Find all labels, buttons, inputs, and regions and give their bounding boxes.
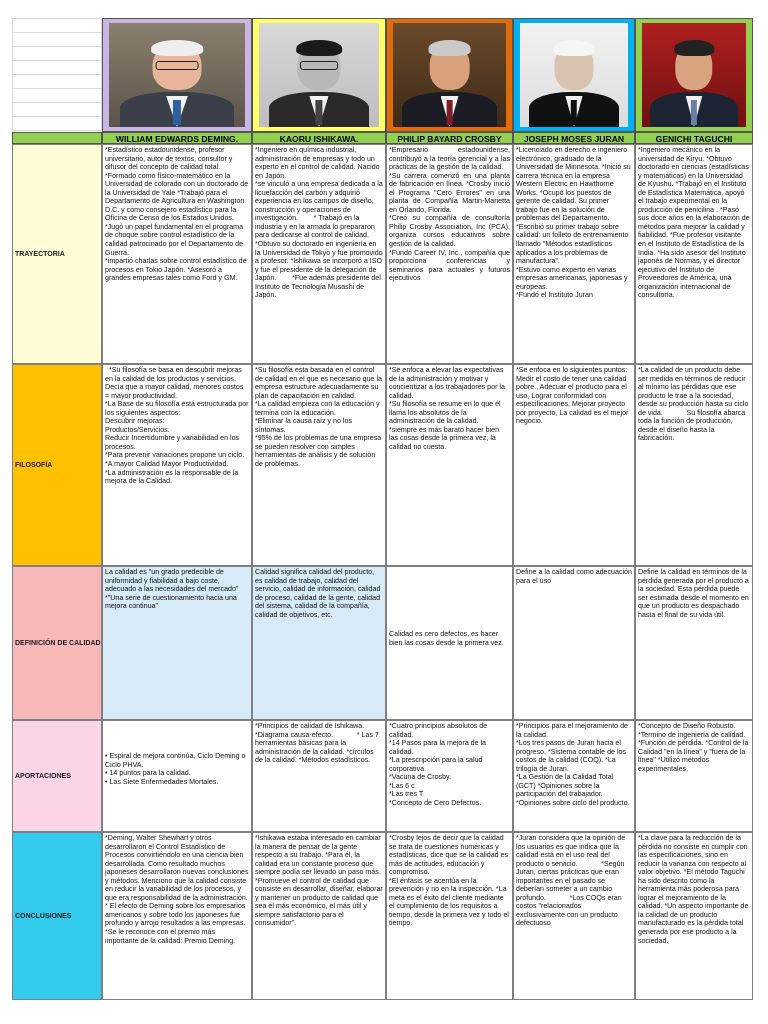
cell-text: *Concepto de Diseño Robusto. *Termino de ingeniería de calidad. *Función de pérdida. *Control de la Calidad "en la línea" y "fuera de la línea" *Utilizó métodos experimentales. (638, 722, 751, 773)
cell-text: *Ingeniero mecánico en la universidad de Kiryu. *Obtuvo doctorado en ciencias (estadísticas y matemáticas) en la Universidad de Kyushu. *Trabajó en el Instituto de Estadística Matemática, apoyó el trabajo experimental en la producción de penicilina . *Pasó sus doce años en la elaboración de métodos para mejorar la calidad y fiabilidad. *Fue profesor visitante en el Instituto de Estadística de la India. *Ha sido asesor del Instituto japonés de Normas, y el director ejecutivo del Instituto de Proveedores de América, una organización internacional de consultoría. (638, 146, 752, 300)
cell-definicion-crosby (386, 566, 513, 720)
cell-text: *Cuatro principios absolutos de calidad. *14 Pasos para la mejora de la calidad. *La prescripción para la salud corporativa. *Vacuna de Crosby. *Las 6 c *Las tres T *Concepto de Cero Defectos. (389, 722, 488, 807)
row-label-aportaciones: APORTACIONES (12, 720, 102, 832)
cell-aportaciones-deming (102, 720, 252, 832)
row-label-filosofia: FILOSOFÍA (12, 364, 102, 566)
cell-aportaciones-taguchi (635, 720, 753, 832)
cell-text: *Principios para el mejoramiento de la calidad. *Los tres pasos de Juran hacia el progreso. *Sistema contable de los costos de la calidad (COQ). *La trilogía de Juran. *La Gestión de la Calidad Total (GCT) *Opiniones sobre la participación del trabajador. *Opiniones sobre ciclo del producto. (516, 722, 630, 807)
cell-conclusiones-crosby (386, 832, 513, 1000)
cell-trayectoria-crosby (386, 144, 513, 364)
header-name-taguchi: GENICHI TAGUCHI (635, 132, 753, 144)
gridline (12, 18, 13, 132)
cell-text: *La calidad de un producto debe ser medida en términos de reducir al mínimo las pérdidas que ese producto le trae a la sociedad, desde su producción hasta su ciclo de vida. Su filosofía abarca toda la función de producción, desde el diseño hasta la fabricación. (638, 366, 751, 443)
cell-conclusiones-deming (102, 832, 252, 1000)
cell-conclusiones-juran (513, 832, 635, 1000)
cell-definicion-juran (513, 566, 635, 720)
cell-text: La calidad es "un grado predecible de uniformidad y fiabilidad a bajo coste, adecuado a las necesidades del mercado" *"Una serie de cuestionamiento hacia una mejora continua" (105, 568, 239, 611)
row-label-conclusiones: CONCLUSIONES (12, 832, 102, 1000)
cell-filosofia-ishikawa (252, 364, 386, 566)
photo-cell-taguchi (635, 18, 753, 132)
gridline (12, 46, 102, 47)
header-name-crosby: PHILIP BAYARD CROSBY (386, 132, 513, 144)
cell-aportaciones-ishikawa (252, 720, 386, 832)
portrait-crosby-photo (393, 23, 506, 127)
portrait-taguchi-photo (642, 23, 746, 127)
cell-text: *Empresario estadounidense, contribuyó a la teoría gerencial y a las prácticas de la gestión de la calidad. *Su carrera comenzó en una planta de fabricación en línea. *Crosby inició el Programa "Cero Errores" en una planta de Compañía Martin-Marietta en Orlando, Florida. *Creó su compañía de consultoría Philip Crosby Association, Inc (PCA), organiza cursos educativos sobre gestión de la calidad. *Fundó Career IV, Inc., compañía que proporciona conferencias y seminarios para actuales y futuros ejecutivos (389, 146, 510, 283)
cell-text: *Su filosofía esta basada en el control de calidad en el que es necesario que la empresa estructure adecuadamente su plan de capacitación en calidad. *La calidad empieza con la educación y termina con la educación. *Eliminar la causa raíz y no los síntomas. *95% de los problemas de una empresa se pueden resolver con simples herramientas de análisis y de solución de problemas. (255, 366, 382, 469)
cell-text: *La clave para la reducción de la pérdida no consiste en cumplir con las especificaciones, sino en reducir la varianza con respecto al valor objetivo. *El método Taguchi ha sido descrito como la herramienta más poderosa para lograr el mejoramiento de la calidad. *Un aspecto importante de la calidad de un producto manufacturado es la pérdida total generada por ese producto a la sociedad. (638, 834, 751, 945)
portrait-ishikawa-photo (259, 23, 379, 127)
cell-text: • Espiral de mejora continúa, Ciclo Deming o Ciclo PHVA. • 14 puntos para la calidad. • Las Siete Enfermedades Mortales. (105, 752, 246, 786)
gridline (12, 32, 102, 33)
cell-aportaciones-juran (513, 720, 635, 832)
cell-text: *Ingeniero en química industrial, administración de empresas y todo un experto en el control de calidad. Nacido en Japón. *se vinculó a una empresa dedicada a la licuefacción del carbón y adquirió experiencia en los campos de diseño, construcción y operaciones de investigación. * Trabajó en la industria y en la armada lo prepararon para dedicarse al control de calidad. *Obtuvo su doctorado en ingeniería en la Universidad de Tokyo y fue promovido a profesor. *Ishikawa se incorporó a ISO y fue el presidente de la delegación de Japón. *Fue además presidente del Instituto de Tecnología Musashi de Japón. (255, 146, 383, 300)
gridline (12, 130, 102, 131)
cell-filosofia-deming (102, 364, 252, 566)
cell-text: *Ishikawa estaba interesado en cambiar la manera de pensar de la gente respecto a su trabajo. *Para él, la calidad era un constante proceso que siempre podía ser llevado un paso más. *Promueve el control de calidad que consiste en desarrollar, diseñar, elaborar y mantener un producto de calidad que sea el más económico, el más útil y siempre satisfactorio para el consumidor". (255, 834, 385, 928)
cell-conclusiones-ishikawa (252, 832, 386, 1000)
cell-filosofia-crosby (386, 364, 513, 566)
cell-trayectoria-juran (513, 144, 635, 364)
gridline (12, 88, 102, 89)
cell-filosofia-juran (513, 364, 635, 566)
row-label-definicion: DEFINICIÓN DE CALIDAD (12, 566, 102, 720)
cell-definicion-ishikawa (252, 566, 386, 720)
cell-trayectoria-deming (102, 144, 252, 364)
cell-text: *Su filosofía se basa en descubrir mejoras en la calidad de los productos y servicios. Decía que a mayor calidad, menores costos = mayor productividad. *La Base de su filosofía está estructurada por los siguientes aspectos: Descubrir mejoras: Productos/Servicios. Reducir Incertidumbre y variabilidad en los procesos. *Para prevenir variaciones propone un ciclo. *A mayor Calidad Mayor Productividad. *La administración es la responsable de la mejora de la Calidad. (105, 366, 249, 486)
portrait-juran-photo (520, 23, 628, 127)
photo-cell-juran (513, 18, 635, 132)
gridline (12, 116, 102, 117)
gridline (12, 102, 102, 103)
photo-cell-crosby (386, 18, 513, 132)
cell-text: Define a la calidad como adecuación para el uso (516, 568, 634, 585)
cell-text: *Deming, Walter Shewhart y otros desarrollaron el Control Estadístico de Procesos convirtiéndolo en una ciencia bien desarrollada. Como resultado muchos japoneses desarrollaron nuevas conclusiones y métodos. Menciono que la calidad consiste en reducir la variabilidad de los procesos, y que era responsabilidad de la administración. * El efecto de Deming sobre los empresarios americanos y sobre todo los japoneses fue profundo y arrojo resultados a las empresas. *Se le reconoce con el premio más importante de la calidad: Premio Deming. (105, 834, 249, 945)
header-corner (12, 132, 102, 144)
header-name-juran: JOSEPH MOSES JURAN (513, 132, 635, 144)
cell-trayectoria-taguchi (635, 144, 753, 364)
photo-cell-ishikawa (252, 18, 386, 132)
header-name-deming: WILLIAM EDWARDS DEMING. (102, 132, 252, 144)
cell-text: *Principios de calidad de Ishikawa. *Diagrama causa-efecto. * Las 7 herramientas básicas para la administración de la calidad. *círculos de la calidad. *Métodos estadísticos. (255, 722, 381, 765)
cell-text: *Crosby lejos de decir que la calidad se trata de cuestiones numéricas y estadísticas, dice que se la calidad es más de actitudes, educación y compromiso. *El énfasis se acentúa en la prevención y no en la inspección. *La meta es el éxito del cliente mediante el cumplimiento de los requisitos a tiempo, desde la primera vez y todo el tiempo. (389, 834, 509, 928)
cell-text: *Se enfoca en lo siguientes puntos: Medir el costo de tener una calidad pobre., Adecuar el producto para el uso, Lograr conformidad con especificaciones, Mejorar proyecto por proyecto, La calidad es el mejor negocio. (516, 366, 631, 426)
cell-text: Define la calidad en términos de la pérdida generada por el producto a la sociedad. Esta pérdida puede ser estimada desde el momento en que un producto es despachado hasta el final de su vida útil. (638, 568, 751, 619)
header-name-ishikawa: KAORU ISHIKAWA. (252, 132, 386, 144)
cell-aportaciones-crosby (386, 720, 513, 832)
cell-trayectoria-ishikawa (252, 144, 386, 364)
cell-text: *Licenciado en derecho e ingeniero electrónico, graduado de la Universidad de Minnesota. *Inició su carrera técnica en la empresa Western Electric en Hawthorne Works. *Ocupó los puestos de gerente de calidad. Su primer trabajo fue en la solución de problemas del Departamento. *Escribió su primer trabajo sobre calidad: un folleto de entrenamiento llamado "Métodos estadísticos aplicados a los problemas de manufactura". *Estuvo como experto en varias empresas americanas, japonesas y europeas. *Fundó el Instituto Juran (516, 146, 631, 300)
cell-definicion-taguchi (635, 566, 753, 720)
cell-text: Calidad es cero defectos, es hacer bien las cosas desde la primera vez. (389, 630, 504, 647)
cell-text: *Estadístico estadounidense, profesor universitario, autor de textos, consultor y difusor del concepto de calidad total. *Formado como físico-matemático en la Universidad de colorado con un doctorado de la Universidad de Yale *Trabajó para el Departamento de Agricultura en Washington D.C. y como consejero estadístico para la Oficina de Censo de los Estados Unidos. *Jugó un papel fundamental en el programa de choque sobre control estadístico de la calidad patrocinado por el Departamento de Guerra. *impartió charlas sobre control estadístico de procesos en Tokio Japón. *Asesoró a grandes empresas tales como Ford y GM. (105, 146, 249, 283)
cell-text: *Juran considera que la opinión de los usuarios es que indica que la calidad está en el uso real del producto o servicio. *Según Juran, ciertas prácticas que eran importantes en el pasado se deberían someter a un cambio profundo. *Los COQs eran costos "relacionados exclusivamente con un producto defectuoso (516, 834, 628, 928)
gridline (12, 60, 102, 61)
cell-definicion-deming (102, 566, 252, 720)
photo-cell-deming (102, 18, 252, 132)
cell-text: Calidad significa calidad del producto, es calidad de trabajo, calidad del servicio, calidad de información, calidad de proceso, calidad de la gente, calidad del sistema, calidad de la compañía, calidad de objetivos, etc. (255, 568, 383, 619)
cell-filosofia-taguchi (635, 364, 753, 566)
portrait-deming-photo (109, 23, 245, 127)
cell-text: *Se enfoca a elevar las expectativas de la administración y motivar y concientizar a los trabajadores por la calidad. *Su filosofía se resume en lo que él llama los absolutos de la administración de la calidad. *siempre es más barato hacer bien las cosas desde la primera vez, la calidad no cuesta. (389, 366, 505, 451)
gridline (12, 74, 102, 75)
row-label-trayectoria: TRAYECTORIA (12, 144, 102, 364)
gridline (12, 18, 102, 19)
cell-conclusiones-taguchi (635, 832, 753, 1000)
